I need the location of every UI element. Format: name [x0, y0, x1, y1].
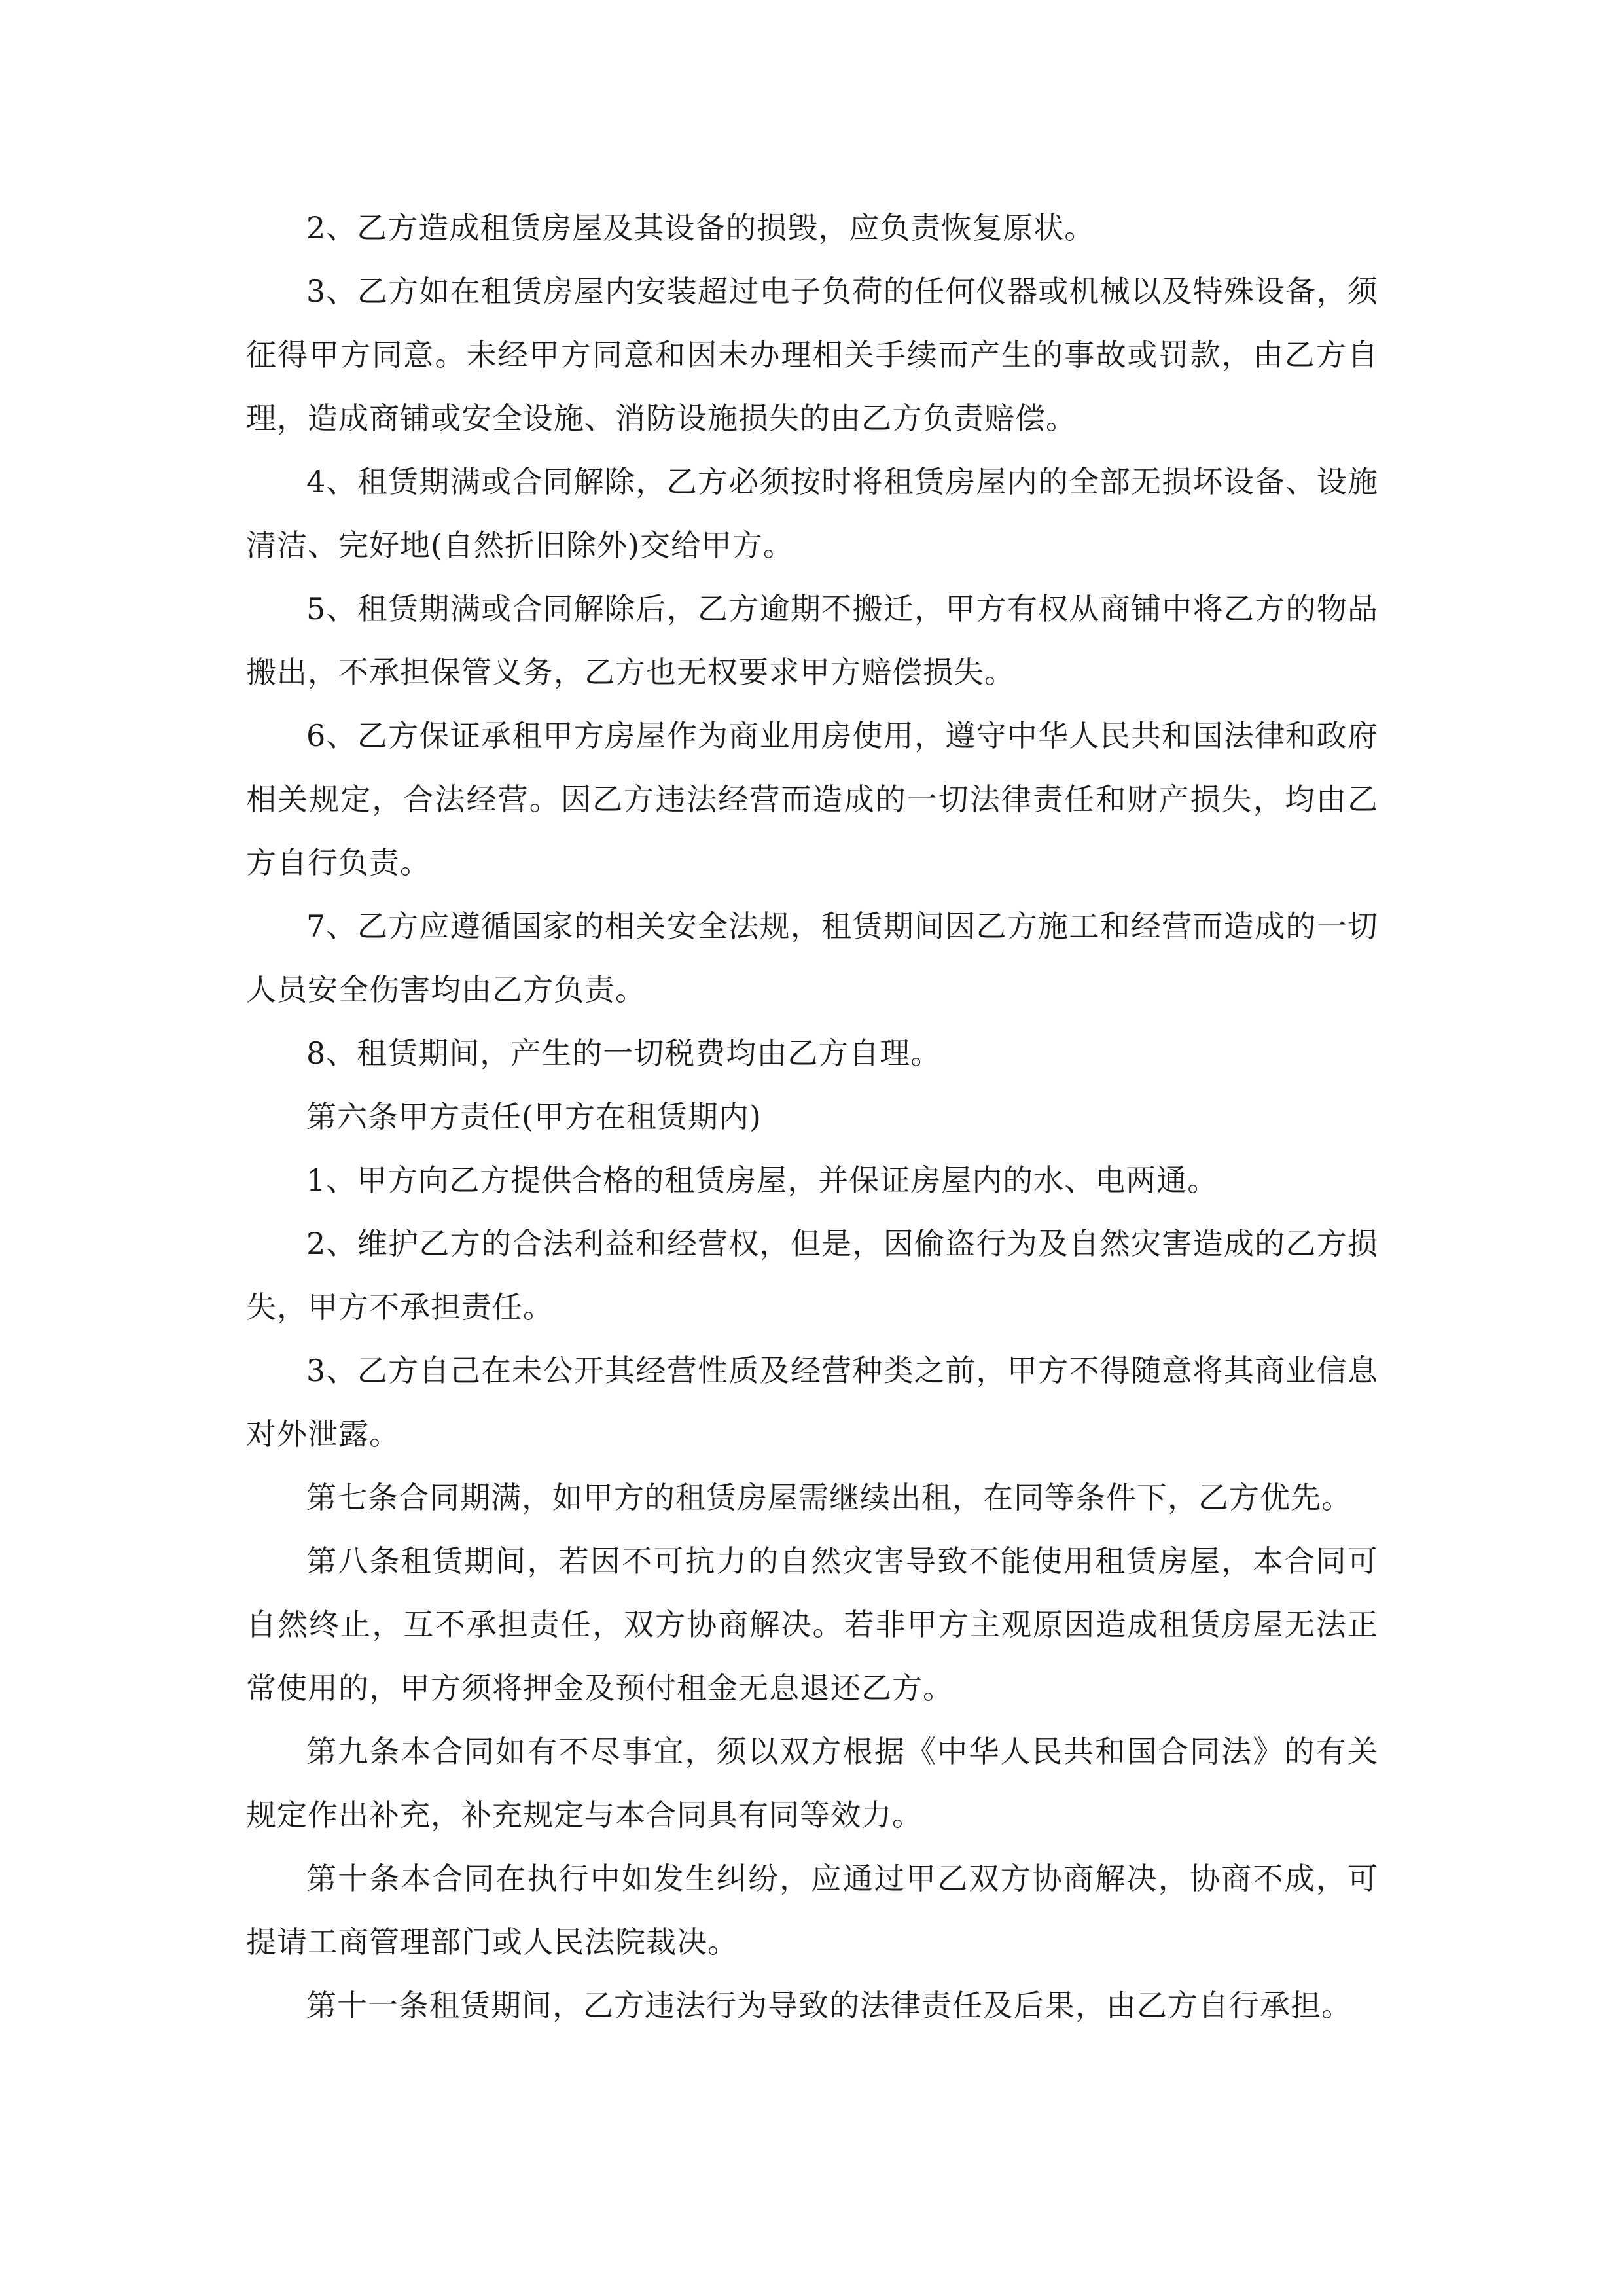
article-9-paragraph: 第九条本合同如有不尽事宜，须以双方根据《中华人民共和国合同法》的有关规定作出补充，补充规定与本合同具有同等效力。 [246, 1734, 1378, 1833]
paragraph-article-6-item-3: 3、乙方自己在未公开其经营性质及经营种类之前，甲方不得随意将其商业信息对外泄露。 [246, 1353, 1378, 1452]
article-11-paragraph: 第十一条租赁期间，乙方违法行为导致的法律责任及后果，由乙方自行承担。 [306, 1988, 1352, 2023]
paragraph-item-3-equipment-install: 3、乙方如在租赁房屋内安装超过电子负荷的任何仪器或机械以及特殊设备，须征得甲方同意。未经甲方同意和因未办理相关手续而产生的事故或罚款，由乙方自理，造成商铺或安全设施、消防设施损失的由乙方负责赔偿。 [246, 274, 1378, 436]
paragraph-article-6-item-2: 2、维护乙方的合法利益和经营权，但是，因偷盗行为及自然灾害造成的乙方损失，甲方不承担责任。 [246, 1226, 1378, 1325]
paragraph-item-8-taxes: 8、租赁期间，产生的一切税费均由乙方自理。 [306, 1035, 942, 1071]
paragraph-item-4-return-equipment: 4、租赁期满或合同解除，乙方必须按时将租赁房屋内的全部无损坏设备、设施清洁、完好地(自然折旧除外)交给甲方。 [246, 464, 1378, 563]
paragraph-item-7-safety: 7、乙方应遵循国家的相关安全法规，租赁期间因乙方施工和经营而造成的一切人员安全伤害均由乙方负责。 [246, 908, 1378, 1007]
article-7-paragraph: 第七条合同期满，如甲方的租赁房屋需继续出租，在同等条件下，乙方优先。 [306, 1480, 1352, 1515]
paragraph-article-6-item-1: 1、甲方向乙方提供合格的租赁房屋，并保证房屋内的水、电两通。 [306, 1162, 1219, 1198]
paragraph-item-5-overdue-removal: 5、租赁期满或合同解除后，乙方逾期不搬迁，甲方有权从商铺中将乙方的物品搬出，不承担保管义务，乙方也无权要求甲方赔偿损失。 [246, 591, 1378, 690]
paragraph-item-6-legal-operation: 6、乙方保证承租甲方房屋作为商业用房使用，遵守中华人民共和国法律和政府相关规定，合法经营。因乙方违法经营而造成的一切法律责任和财产损失，均由乙方自行负责。 [246, 718, 1378, 880]
article-8-paragraph: 第八条租赁期间，若因不可抗力的自然灾害导致不能使用租赁房屋，本合同可自然终止，互不承担责任，双方协商解决。若非甲方主观原因造成租赁房屋无法正常使用的，甲方须将押金及预付租金无息退还乙方。 [246, 1543, 1378, 1706]
document-body [246, 196, 1378, 2037]
paragraph-item-2-damage-restore: 2、乙方造成租赁房屋及其设备的损毁，应负责恢复原状。 [306, 210, 1096, 245]
article-10-paragraph: 第十条本合同在执行中如发生纠纷，应通过甲乙双方协商解决，协商不成，可提请工商管理部门或人民法院裁决。 [246, 1861, 1378, 1960]
article-6-heading: 第六条甲方责任(甲方在租赁期内) [306, 1099, 762, 1134]
